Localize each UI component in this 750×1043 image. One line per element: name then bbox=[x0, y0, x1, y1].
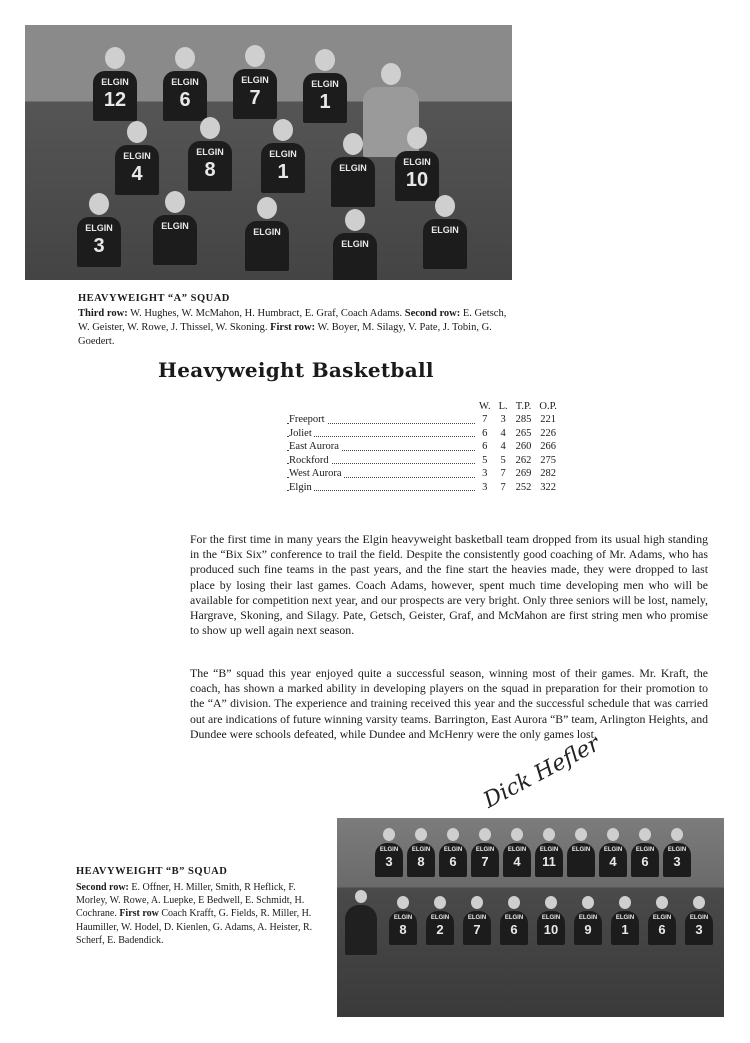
player-figure: ELGIN 2 bbox=[426, 896, 454, 945]
table-row bbox=[287, 427, 561, 441]
player-figure: ELGIN 8 bbox=[389, 896, 417, 945]
losses-cell: 7 bbox=[500, 468, 506, 480]
team-name-cell: West Aurora bbox=[287, 467, 475, 481]
wins-cell: 3 bbox=[482, 468, 488, 480]
player-figure: ELGIN 6 bbox=[500, 896, 528, 945]
table-row bbox=[287, 440, 561, 454]
caption-row-label: Third row: bbox=[78, 308, 128, 319]
player-figure: ELGIN 1 bbox=[261, 119, 305, 193]
team-name-cell: East Aurora bbox=[287, 440, 475, 454]
player-figure: ELGIN 10 bbox=[395, 127, 439, 201]
total-points-cell: 262 bbox=[515, 454, 532, 466]
player-figure: ELGIN 1 bbox=[611, 896, 639, 945]
article-paragraph: For the first time in many years the Elgin heavyweight basketball team dropped from its usual high standing in the “Bix Six” conference to trail the field. Despite the consistently good coaching of Mr. Adams, who has produced such fine teams in the past years, and the fine start the heavies made, they were dropped to last place by losing their last games. Coach Adams, however, spent much time developing men who will be available for competition next year, and our prospects are very bright. Only three seniors will be lost, namely, Hargrave, Skoning, and Silagy. Pate, Getsch, Geister, Graf, and McMahon are first string men who promise to show up well again next season. bbox=[190, 532, 708, 638]
wins-cell: 7 bbox=[482, 414, 488, 426]
player-figure: ELGIN bbox=[153, 191, 197, 265]
total-points-cell: 285 bbox=[515, 414, 532, 426]
player-figure: ELGIN 4 bbox=[599, 828, 627, 877]
caption-row-names: W. Boyer, M. Silagy, V. Pate, J. Tobin, G. Goedert. bbox=[78, 322, 492, 347]
player-figure: ELGIN 7 bbox=[471, 828, 499, 877]
losses-cell: 4 bbox=[500, 427, 506, 439]
table-header-row bbox=[287, 399, 561, 413]
player-figure: ELGIN 7 bbox=[463, 896, 491, 945]
player-figure: ELGIN bbox=[567, 828, 595, 877]
column-header: W. bbox=[479, 400, 491, 412]
total-points-cell: 269 bbox=[515, 468, 532, 480]
player-figure: ELGIN 12 bbox=[93, 47, 137, 121]
player-figure: ELGIN 4 bbox=[503, 828, 531, 877]
squad-b-caption bbox=[76, 881, 326, 947]
player-figure: ELGIN 10 bbox=[537, 896, 565, 945]
caption-row-names: E. Getsch, W. Geister, W. Rowe, J. Thissel, W. Skoning. bbox=[78, 308, 507, 333]
player-figure: ELGIN 3 bbox=[77, 193, 121, 267]
wins-cell: 6 bbox=[482, 427, 488, 439]
opponent-points-cell: 275 bbox=[540, 454, 556, 466]
player-figure: ELGIN 3 bbox=[685, 896, 713, 945]
player-figure: ELGIN 9 bbox=[574, 896, 602, 945]
caption-row-names: Coach Krafft, G. Fields, R. Miller, H. Haumiller, W. Hodel, D. Kienlen, G. Adams, A. Heister, R. Scherf, E. Badendick. bbox=[76, 908, 313, 946]
opponent-points-cell: 221 bbox=[540, 414, 556, 426]
team-name-cell: Rockford bbox=[287, 454, 475, 468]
squad-b-photo bbox=[337, 818, 724, 1017]
caption-row-label: Second row: bbox=[76, 882, 129, 893]
player-figure: ELGIN 6 bbox=[163, 47, 207, 121]
table-row bbox=[287, 481, 561, 495]
team-name-cell: Joliet bbox=[287, 427, 475, 441]
total-points-cell: 260 bbox=[515, 441, 532, 453]
losses-cell: 4 bbox=[500, 441, 506, 453]
player-figure: ELGIN 3 bbox=[663, 828, 691, 877]
caption-row-names: W. Hughes, W. McMahon, H. Humbract, E. Graf, Coach Adams. bbox=[127, 308, 405, 319]
opponent-points-cell: 226 bbox=[540, 427, 556, 439]
player-figure: ELGIN 3 bbox=[375, 828, 403, 877]
opponent-points-cell: 266 bbox=[540, 441, 556, 453]
caption-row-label: Second row: bbox=[404, 308, 461, 319]
caption-row-label: First row bbox=[119, 908, 159, 920]
player-figure: ELGIN 11 bbox=[535, 828, 563, 877]
player-figure: ELGIN 8 bbox=[407, 828, 435, 877]
player-figure: ELGIN bbox=[331, 133, 375, 207]
squad-a-caption-title: HEAVYWEIGHT “A” SQUAD bbox=[78, 293, 230, 304]
handwritten-signature: Dick Hefler bbox=[479, 731, 605, 814]
opponent-points-cell: 322 bbox=[540, 481, 556, 493]
caption-row-label: First row: bbox=[270, 322, 316, 333]
page-title: Heavyweight Basketball bbox=[158, 358, 434, 382]
total-points-cell: 252 bbox=[515, 481, 532, 493]
table-row bbox=[287, 454, 561, 468]
losses-cell: 7 bbox=[500, 481, 506, 493]
column-header: T.P. bbox=[515, 400, 532, 412]
player-figure: ELGIN 7 bbox=[233, 45, 277, 119]
player-figure: ELGIN 1 bbox=[303, 49, 347, 123]
team-name-cell: Elgin bbox=[287, 481, 475, 495]
column-header: O.P. bbox=[539, 400, 557, 412]
total-points-cell: 265 bbox=[515, 427, 532, 439]
column-header: L. bbox=[498, 400, 508, 412]
player-figure: ELGIN bbox=[245, 197, 289, 271]
wins-cell: 3 bbox=[482, 481, 488, 493]
wins-cell: 6 bbox=[482, 441, 488, 453]
table-row bbox=[287, 413, 561, 427]
squad-a-photo bbox=[25, 25, 512, 280]
caption-row-names: E. Offner, H. Miller, Smith, R Heflick, F. Morley, W. Rowe, A. Luepke, E Bedwell, E. Schmidt, H. Cochrane. bbox=[76, 882, 305, 920]
standings-table bbox=[287, 399, 561, 494]
table-row bbox=[287, 467, 561, 481]
player-figure: ELGIN bbox=[423, 195, 467, 269]
player-figure: ELGIN bbox=[333, 209, 377, 280]
player-figure: ELGIN 6 bbox=[648, 896, 676, 945]
player-figure: ELGIN 4 bbox=[115, 121, 159, 195]
article-paragraph: The “B” squad this year enjoyed quite a successful season, winning most of their games. Mr. Kraft, the coach, has shown a marked ability in developing players on the squad in preparation for their promotion to the “A” division. The experience and training received this year and the successful schedule that was carried out are indications of future winning varsity teams. Barrington, East Aurora “B” team, Arlington Heights, and Dundee were schools defeated, while Dundee and McHenry were the only games lost. bbox=[190, 666, 708, 741]
squad-b-caption-title: HEAVYWEIGHT “B” SQUAD bbox=[76, 866, 228, 877]
opponent-points-cell: 282 bbox=[540, 468, 556, 480]
losses-cell: 5 bbox=[500, 454, 506, 466]
player-figure: ELGIN 6 bbox=[631, 828, 659, 877]
squad-a-caption bbox=[78, 307, 518, 349]
coach-figure bbox=[345, 890, 377, 955]
player-figure: ELGIN 6 bbox=[439, 828, 467, 877]
losses-cell: 3 bbox=[500, 414, 506, 426]
wins-cell: 5 bbox=[482, 454, 488, 466]
team-name-cell: Freeport bbox=[287, 413, 475, 427]
player-figure: ELGIN 8 bbox=[188, 117, 232, 191]
